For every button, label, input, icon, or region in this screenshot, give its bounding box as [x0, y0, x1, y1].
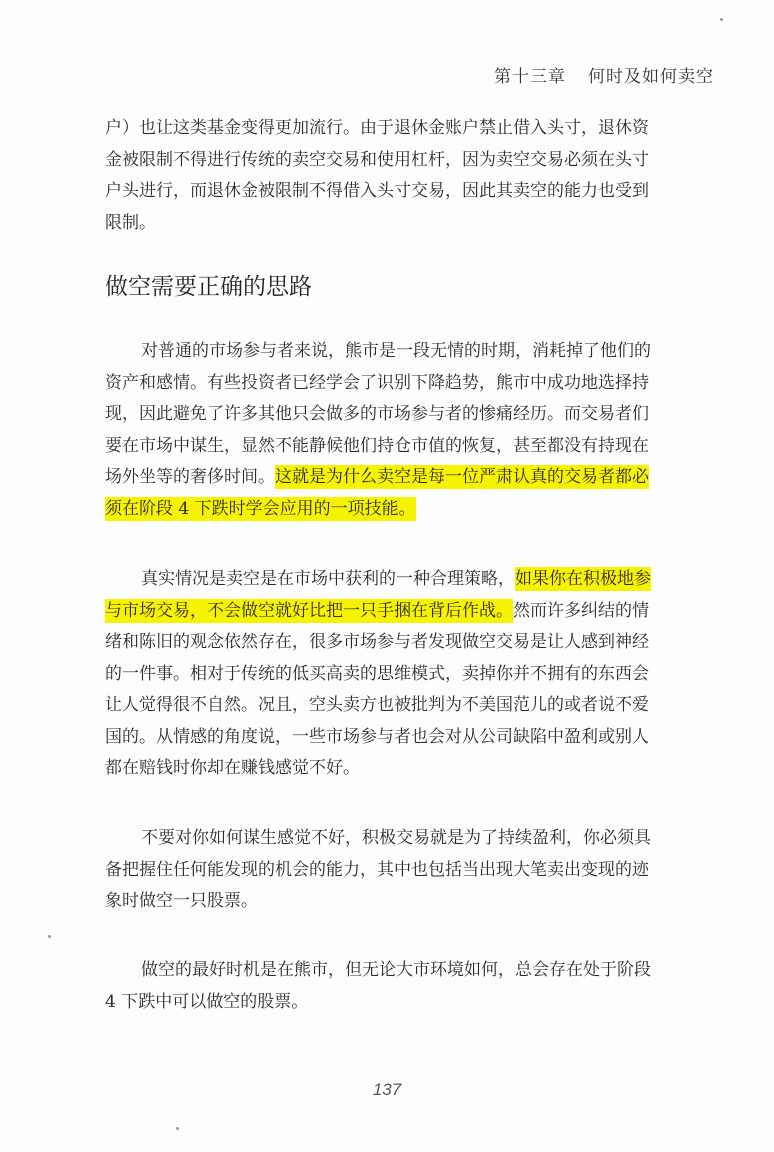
- text-line: 都在赔钱时你却在赚钱感觉不好。: [105, 758, 360, 778]
- section-heading: 做空需要正确的思路: [105, 274, 312, 300]
- text-line: 对普通的市场参与者来说，熊市是一段无情的时期，消耗掉了他们的: [141, 341, 651, 361]
- text-line: 不要对你如何谋生感觉不好，积极交易就是为了持续盈利，你必须具: [141, 828, 651, 848]
- plain-text: 然而许多纠结的情: [513, 600, 649, 621]
- highlighted-text: 这就是为什么卖空是每一位严肃认真的交易者都必: [275, 467, 649, 487]
- text-line: 的一件事。相对于传统的低买高卖的思维模式，卖掉你并不拥有的东西会: [105, 663, 649, 684]
- text-line: 绪和陈旧的观念依然存在，很多市场参与者发现做空交易是让人感到神经: [105, 632, 649, 652]
- text-line: 备把握住任何能发现的机会的能力，其中也包括当出现大笔卖出变现的迹: [105, 859, 649, 880]
- text-line: [105, 564, 717, 596]
- text-line: 象时做空一只股票。: [105, 891, 258, 911]
- text-line: 做空的最好时机是在熊市，但无论大市环境如何，总会存在处于阶段: [141, 960, 651, 980]
- paragraph-2: [105, 336, 717, 525]
- text-line: [105, 596, 717, 628]
- paragraph-1: [105, 113, 717, 239]
- highlighted-text: 须在阶段 4 下跌时学会应用的一项技能。: [105, 498, 416, 519]
- text-line: 4 下跌中可以做空的股票。: [105, 991, 309, 1012]
- text-line: 现，因此避免了许多其他只会做多的市场参与者的惨痛经历。而交易者们: [105, 404, 649, 424]
- text-line: 资产和感情。有些投资者已经学会了识别下降趋势，熊市中成功地选择持: [105, 372, 649, 393]
- text-line: 国的。从情感的角度说，一些市场参与者也会对从公司缺陷中盈利或别人: [105, 726, 649, 747]
- text-line: 让人觉得很不自然。况且，空头卖方也被批判为不美国范儿的或者说不爱: [105, 695, 649, 715]
- text-line: 要在市场中谋生，显然不能静候他们持仓市值的恢复，甚至都没有持现在: [105, 435, 649, 456]
- text-line: 户）也让这类基金变得更加流行。由于退休金账户禁止借入头寸，退休资: [105, 118, 649, 138]
- running-header: [494, 62, 714, 87]
- paragraph-4: [105, 823, 717, 918]
- highlighted-text: 如果你在积极地参: [515, 569, 651, 589]
- paragraph-5: [105, 955, 717, 1018]
- text-line: 金被限制不得进行传统的卖空交易和使用杠杆，因为卖空交易必须在头寸: [105, 149, 649, 170]
- text-line: 限制。: [105, 212, 156, 233]
- plain-text: 真实情况是卖空是在市场中获利的一种合理策略，: [141, 569, 515, 589]
- highlighted-text: 与市场交易，不会做空就好比把一只手捆在背后作战。: [105, 600, 513, 621]
- scan-speck: [720, 18, 723, 21]
- plain-text: 场外坐等的奢侈时间。: [105, 467, 275, 487]
- text-line: [105, 494, 717, 526]
- scan-speck: [176, 1127, 179, 1130]
- scan-speck: [48, 935, 51, 938]
- text-line: 户头进行，而退休金被限制不得借入头寸交易，因此其卖空的能力也受到: [105, 181, 649, 201]
- paragraph-3: [105, 564, 717, 785]
- chapter-title: 何时及如何卖空: [588, 67, 714, 87]
- chapter-number: 第十三章: [494, 67, 566, 87]
- text-line: [105, 462, 717, 494]
- page-number: 137: [372, 1080, 402, 1099]
